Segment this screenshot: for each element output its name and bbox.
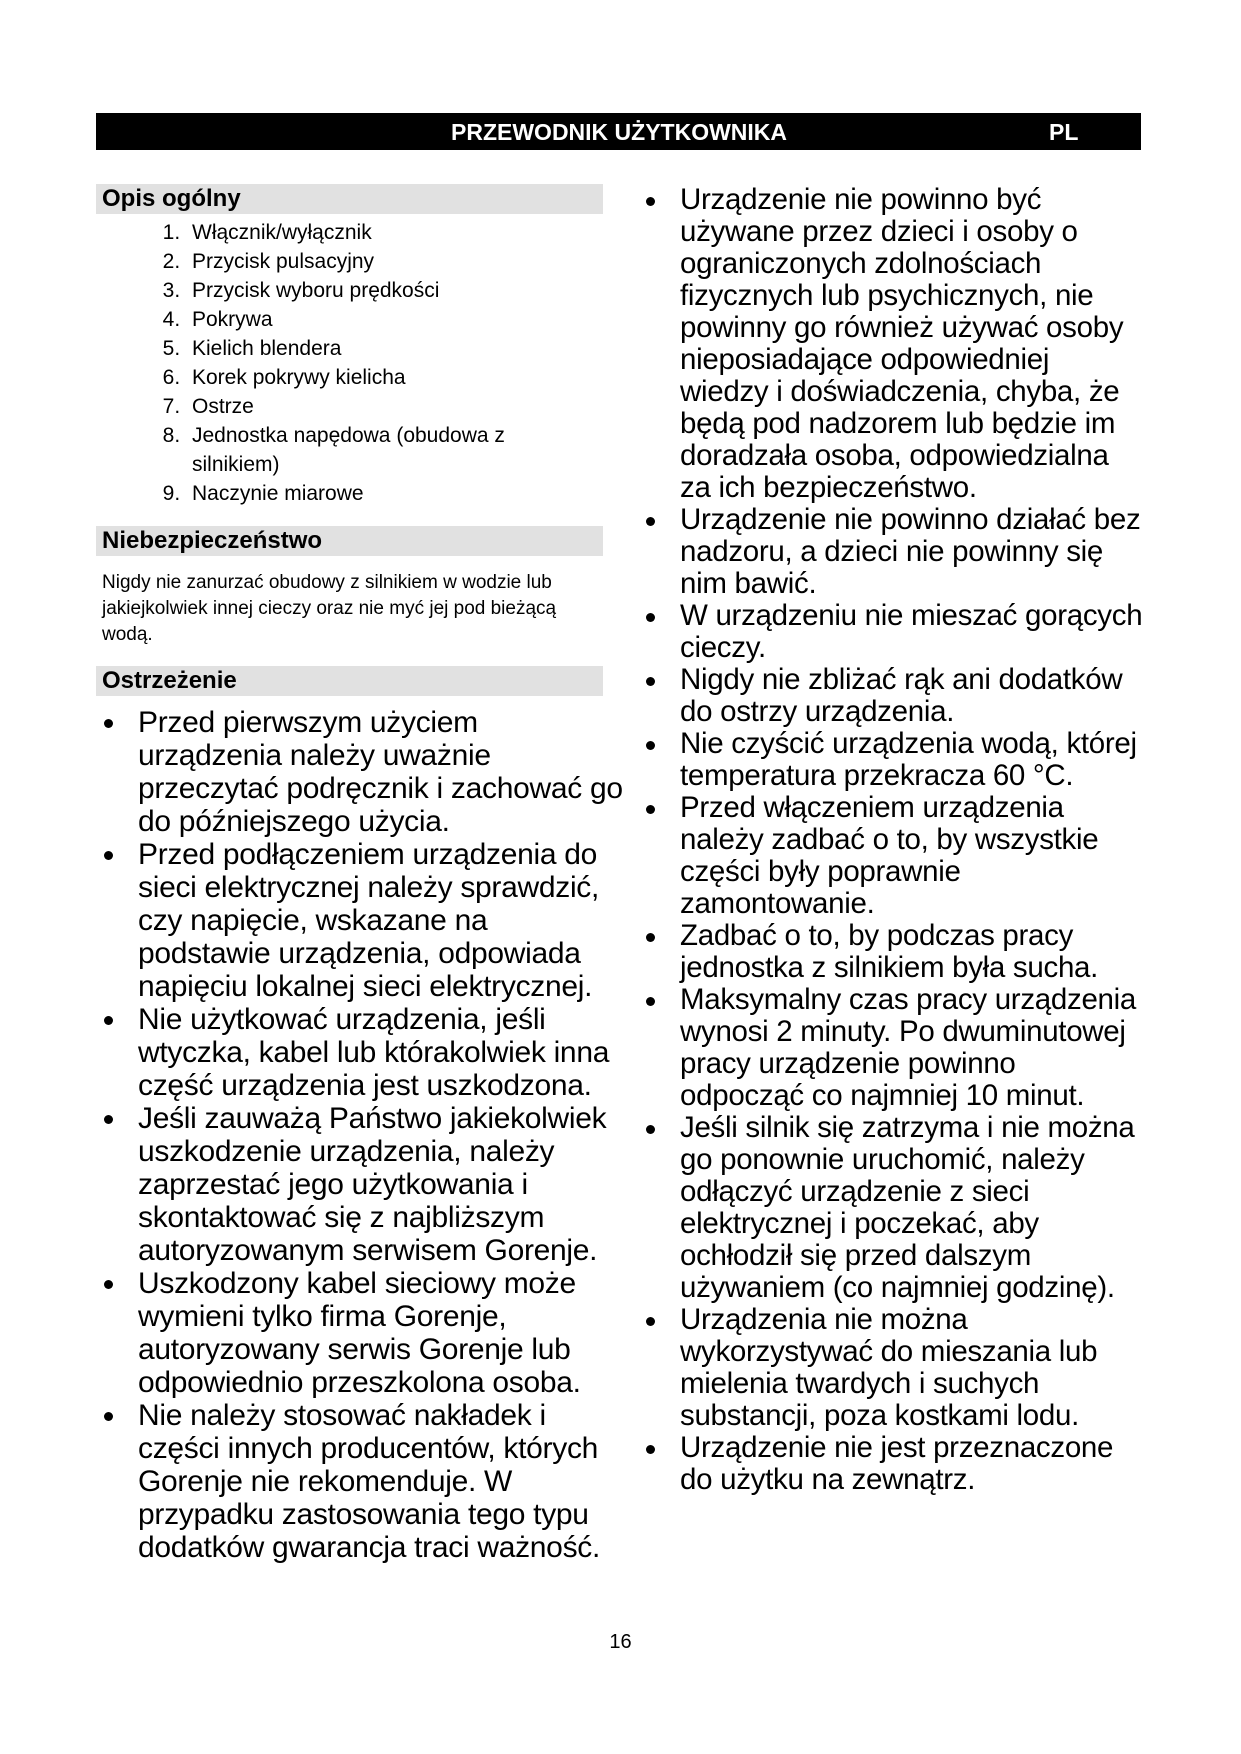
bullet-icon <box>646 933 655 942</box>
right-column <box>638 184 1158 1496</box>
list-item: 7. Ostrze <box>186 392 644 421</box>
bullet-item: Przed włączeniem urządzenia należy zadbać o to, by wszystkie części były poprawnie zamontowanie. <box>638 792 1143 920</box>
header-language: PL <box>1049 119 1079 145</box>
list-item: 4. Pokrywa <box>186 305 644 334</box>
bullet-item: Jeśli silnik się zatrzyma i nie można go ponownie uruchomić, należy odłączyć urządzenie z sieci elektrycznej i poczekać, aby ochłodził się przed dalszym używaniem (co najmniej godzinę). <box>638 1112 1143 1304</box>
parts-list <box>96 218 644 508</box>
list-item: 6. Korek pokrywy kielicha <box>186 363 644 392</box>
bullet-icon <box>104 851 113 860</box>
bullet-item: Nie czyścić urządzenia wodą, której temperatura przekracza 60 °C. <box>638 728 1143 792</box>
bullet-item: Jeśli zauważą Państwo jakiekolwiek uszkodzenie urządzenia, należy zaprzestać jego użytkowania i skontaktować się z najbliższym autoryzowanym serwisem Gorenje. <box>96 1102 626 1267</box>
list-item: 3. Przycisk wyboru prędkości <box>186 276 644 305</box>
bullet-item: Maksymalny czas pracy urządzenia wynosi 2 minuty. Po dwuminutowej pracy urządzenie powinno odpocząć co najmniej 10 minut. <box>638 984 1143 1112</box>
bullet-item: Zadbać o to, by podczas pracy jednostka z silnikiem była sucha. <box>638 920 1143 984</box>
bullet-icon <box>104 1280 113 1289</box>
bullet-icon <box>104 1016 113 1025</box>
bullet-item: Nie należy stosować nakładek i części innych producentów, których Gorenje nie rekomenduje. W przypadku zastosowania tego typu dodatków gwarancja traci ważność. <box>96 1399 626 1564</box>
danger-text: Nigdy nie zanurzać obudowy z silnikiem w wodzie lub jakiejkolwiek innej cieczy oraz nie myć jej pod bieżącą wodą. <box>102 572 557 645</box>
section-heading-general: Opis ogólny <box>96 184 603 214</box>
bullet-item: Urządzenie nie powinno działać bez nadzoru, a dzieci nie powinny się nim bawić. <box>638 504 1143 600</box>
warning-list-right <box>638 184 1143 1496</box>
header-title: PRZEWODNIK UŻYTKOWNIKA <box>451 119 788 145</box>
bullet-icon <box>646 1445 655 1454</box>
bullet-icon <box>646 517 655 526</box>
list-item: 8. Jednostka napędowa (obudowa z silnikiem) <box>186 421 552 479</box>
list-item: 1. Włącznik/wyłącznik <box>186 218 644 247</box>
bullet-item: W urządzeniu nie mieszać gorących cieczy. <box>638 600 1143 664</box>
bullet-icon <box>646 1125 655 1134</box>
bullet-icon <box>646 197 655 206</box>
bullet-item: Nie użytkować urządzenia, jeśli wtyczka, kabel lub którakolwiek inna część urządzenia jest uszkodzona. <box>96 1003 626 1102</box>
bullet-icon <box>646 997 655 1006</box>
warning-list-left <box>96 706 626 1564</box>
list-item: 2. Przycisk pulsacyjny <box>186 247 644 276</box>
list-item: 5. Kielich blendera <box>186 334 644 363</box>
bullet-item: Przed podłączeniem urządzenia do sieci elektrycznej należy sprawdzić, czy napięcie, wskazane na podstawie urządzenia, odpowiada napięciu lokalnej sieci elektrycznej. <box>96 838 626 1003</box>
bullet-icon <box>104 1412 113 1421</box>
bullet-item: Urządzenie nie powinno być używane przez dzieci i osoby o ograniczonych zdolnościach fizycznych lub psychicznych, nie powinny go również używać osoby nieposiadające odpowiedniej wiedzy i doświadczenia, chyba, że będą pod nadzorem lub będzie im doradzała osoba, odpowiedzialna za ich bezpieczeństwo. <box>638 184 1143 504</box>
bullet-item: Urządzenia nie można wykorzystywać do mieszania lub mielenia twardych i suchych substancji, poza kostkami lodu. <box>638 1304 1143 1432</box>
page-number: 16 <box>609 1631 632 1653</box>
bullet-item: Uszkodzony kabel sieciowy może wymieni tylko firma Gorenje, autoryzowany serwis Gorenje lub odpowiednio przeszkolona osoba. <box>96 1267 626 1399</box>
bullet-item: Urządzenie nie jest przeznaczone do użytku na zewnątrz. <box>638 1432 1143 1496</box>
bullet-icon <box>104 719 113 728</box>
bullet-icon <box>646 613 655 622</box>
bullet-icon <box>646 741 655 750</box>
page-header <box>96 113 1141 150</box>
list-item: 9. Naczynie miarowe <box>186 479 644 508</box>
bullet-icon <box>646 1317 655 1326</box>
bullet-icon <box>646 677 655 686</box>
section-heading-warning: Ostrzeżenie <box>96 666 603 696</box>
bullet-icon <box>104 1115 113 1124</box>
bullet-icon <box>646 805 655 814</box>
left-column <box>96 184 644 1564</box>
section-heading-danger: Niebezpieczeństwo <box>96 526 603 556</box>
bullet-item: Nigdy nie zbliżać rąk ani dodatków do ostrzy urządzenia. <box>638 664 1143 728</box>
bullet-item: Przed pierwszym użyciem urządzenia należy uważnie przeczytać podręcznik i zachować go do późniejszego użycia. <box>96 706 626 838</box>
